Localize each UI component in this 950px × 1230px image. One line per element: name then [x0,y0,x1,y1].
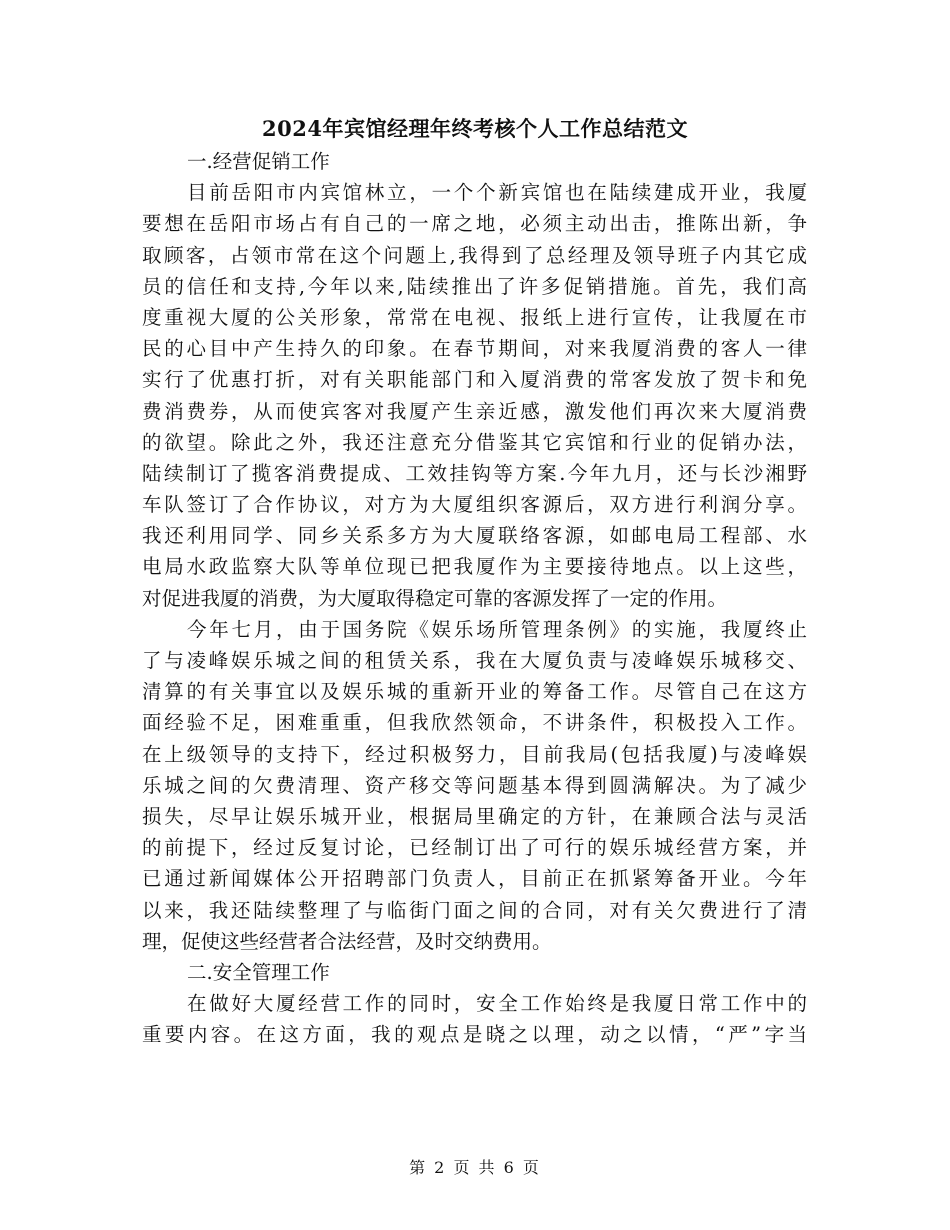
paragraph-line: 在做好大厦经营工作的同时，安全工作始终是我厦日常工作中的 [187,992,807,1016]
paragraph-line: 车队签订了合作协议，对方为大厦组织客源后，双方进行利润分享。 [142,493,807,517]
paragraph-line: 员的信任和支持,今年以来,陆续推出了许多促销措施。首先，我们高 [142,274,807,298]
paragraph-line: 在上级领导的支持下，经过积极努力，目前我局(包括我厦)与凌峰娱 [142,742,807,766]
paragraph-line: 损失，尽早让娱乐城开业，根据局里确定的方针，在兼顾合法与灵活 [142,804,807,828]
paragraph-1 [142,177,807,614]
paragraph-line: 今年七月，由于国务院《娱乐场所管理条例》的实施，我厦终止 [187,617,807,641]
paragraph-line: 要想在岳阳市场占有自己的一席之地，必须主动出击，推陈出新，争 [142,212,807,236]
paragraph-line: 清算的有关事宜以及娱乐城的重新开业的筹备工作。尽管自己在这方 [142,680,807,704]
paragraph-line: 电局水政监察大队等单位现已把我厦作为主要接待地点。以上这些， [142,555,807,579]
paragraph-line: 取顾客，占领市常在这个问题上,我得到了总经理及领导班子内其它成 [142,243,807,267]
paragraph-line: 的前提下，经过反复讨论，已经制订出了可行的娱乐城经营方案，并 [142,836,807,860]
paragraph-line: 已通过新闻媒体公开招聘部门负责人，目前正在抓紧筹备开业。今年 [142,867,807,891]
page-number-footer: 第 2 页 共 6 页 [409,1158,541,1177]
paragraph-line: 重要内容。在这方面，我的观点是晓之以理，动之以情，“严”字当 [142,1023,807,1047]
paragraph-line: 乐城之间的欠费清理、资产移交等问题基本得到圆满解决。为了减少 [142,773,807,797]
paragraph-line: 理，促使这些经营者合法经营，及时交纳费用。 [142,929,552,953]
paragraph-line: 民的心目中产生持久的印象。在春节期间，对来我厦消费的客人一律 [142,337,807,361]
paragraph-line: 以来，我还陆续整理了与临街门面之间的合同，对有关欠费进行了清 [142,898,807,922]
paragraph-line: 费消费券，从而使宾客对我厦产生亲近感，激发他们再次来大厦消费 [142,399,807,423]
paragraph-line: 了与凌峰娱乐城之间的租赁关系，我在大厦负责与凌峰娱乐城移交、 [142,649,807,672]
paragraph-3 [142,988,807,1050]
paragraph-line: 实行了优惠打折，对有关职能部门和入厦消费的常客发放了贺卡和免 [142,368,807,392]
paragraph-line: 目前岳阳市内宾馆林立，一个个新宾馆也在陆续建成开业，我厦 [187,181,807,205]
paragraph-line: 面经验不足，困难重重，但我欣然领命，不讲条件，积极投入工作。 [142,711,807,735]
section-heading: 一.经营促销工作 [187,150,330,173]
paragraph-line: 对促进我厦的消费，为大厦取得稳定可靠的客源发挥了一定的作用。 [142,586,728,610]
section-heading: 二.安全管理工作 [187,960,330,984]
document-title: 2024年宾馆经理年终考核个人工作总结范文 [262,116,688,141]
paragraph-line: 的欲望。除此之外，我还注意充分借鉴其它宾馆和行业的促销办法， [142,430,807,454]
paragraph-line: 我还利用同学、同乡关系多方为大厦联络客源，如邮电局工程部、水 [142,524,807,548]
document-body [142,146,807,1050]
paragraph-line: 度重视大厦的公关形象，常常在电视、报纸上进行宣传，让我厦在市 [142,305,807,329]
paragraph-2 [142,614,807,957]
paragraph-line: 陆续制订了揽客消费提成、工效挂钩等方案.今年九月，还与长沙湘野 [142,461,807,485]
